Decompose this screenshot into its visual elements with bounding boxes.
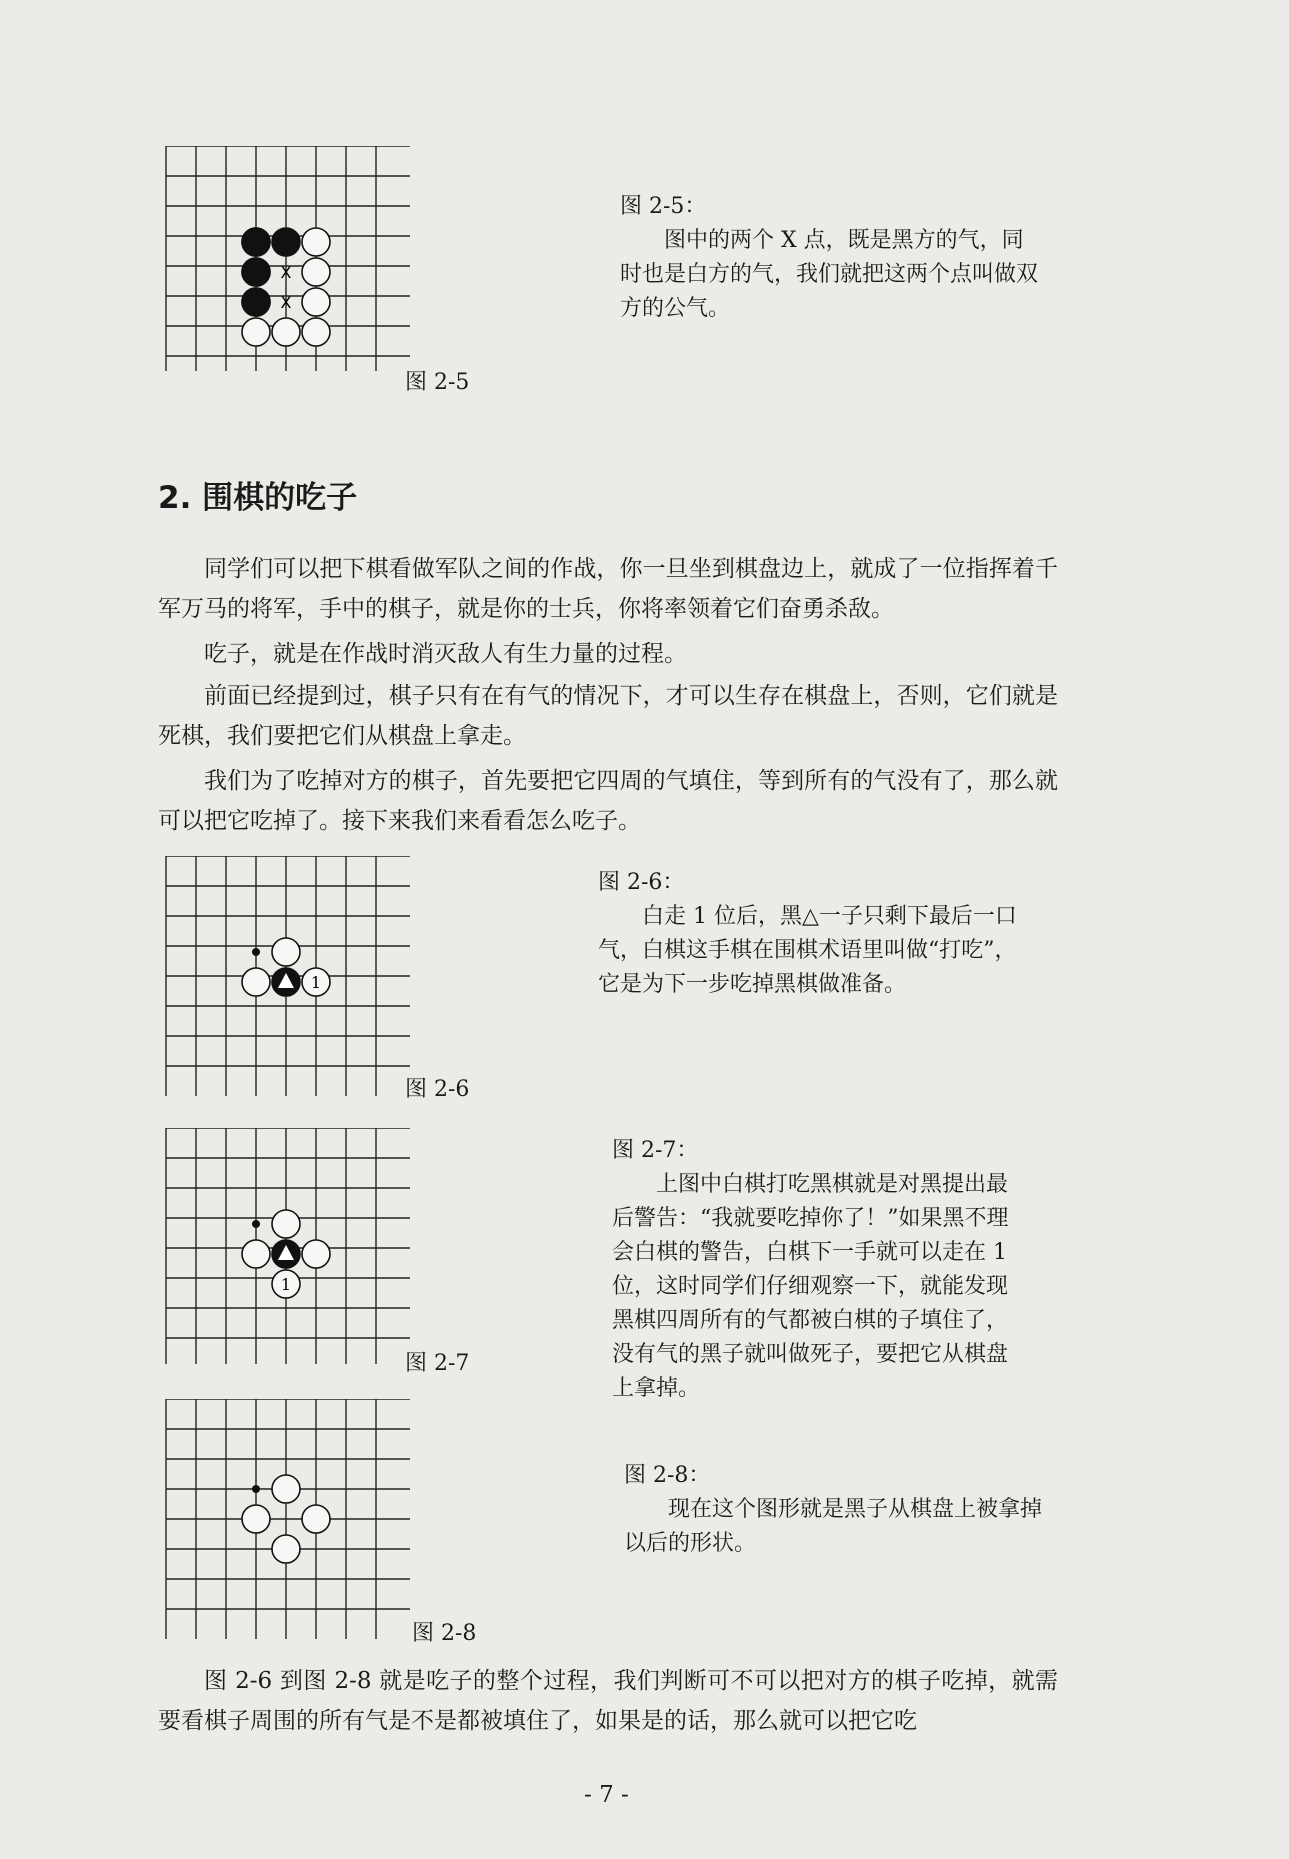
page-number: - 7 - [584,1782,629,1808]
section-title: 2. 围棋的吃子 [158,480,358,516]
figure-text: 白走 1 位后，黑△一子只剩下最后一口气，白棋这手棋在围棋术语里叫做“打吃”，它是为下一步吃掉黑棋做准备。 [598,904,1017,997]
black-stone [242,228,270,256]
white-stone [272,1475,300,1503]
paragraph: 同学们可以把下棋看做军队之间的作战，你一旦坐到棋盘边上，就成了一位指挥着千军万马的将军，手中的棋子，就是你的士兵，你将率领着它们奋勇杀敌。 [158,556,1058,622]
star-point [252,1485,260,1493]
fig-2-8-description [624,1459,1044,1561]
go-board-fig-2-7 [160,1128,410,1364]
white-stone [302,288,330,316]
paragraph: 吃子，就是在作战时消灭敌人有生力量的过程。 [204,641,687,667]
black-stone [242,288,270,316]
fig-2-5-description [620,190,1040,326]
liberty-mark-x: X [280,293,292,312]
white-stone [302,258,330,286]
white-stone [302,318,330,346]
paragraph: 前面已经提到过，棋子只有在有气的情况下，才可以生存在棋盘上，否则，它们就是死棋，我们要把它们从棋盘上拿走。 [158,683,1058,749]
star-point [252,948,260,956]
figure-title: 图 2-6： [598,870,685,895]
figure-text: 图中的两个 X 点，既是黑方的气，同时也是白方的气，我们就把这两个点叫做双方的公气。 [620,228,1039,321]
figure-title: 图 2-5： [620,194,707,219]
go-board-fig-2-5 [160,146,410,371]
figure-caption: 图 2-5 [405,370,470,395]
stone-number: 1 [310,973,322,992]
white-stone [242,1240,270,1268]
white-stone [242,968,270,996]
go-board-fig-2-8 [160,1399,410,1639]
fig-2-7-description [612,1134,1024,1406]
paragraph: 图 2-6 到图 2-8 就是吃子的整个过程，我们判断可不可以把对方的棋子吃掉，就需要看棋子周围的所有气是不是都被填住了，如果是的话，那么就可以把它吃 [158,1668,1058,1734]
paragraph: 我们为了吃掉对方的棋子，首先要把它四周的气填住，等到所有的气没有了，那么就可以把它吃掉了。接下来我们来看看怎么吃子。 [158,768,1058,834]
white-stone [272,1210,300,1238]
go-board-fig-2-6 [160,856,410,1096]
figure-caption: 图 2-6 [405,1077,470,1102]
white-stone [242,1505,270,1533]
black-stone [272,228,300,256]
white-stone [302,228,330,256]
star-point [252,1220,260,1228]
white-stone [302,1505,330,1533]
white-stone [242,318,270,346]
board-grid [166,1399,410,1639]
figure-caption: 图 2-7 [405,1351,470,1376]
white-stone [272,1535,300,1563]
white-stone [302,1240,330,1268]
black-stone [242,258,270,286]
fig-2-6-description [598,866,1018,1002]
figure-text: 现在这个图形就是黑子从棋盘上被拿掉以后的形状。 [624,1497,1043,1556]
figure-caption: 图 2-8 [412,1621,477,1646]
figure-title: 图 2-7： [612,1138,699,1163]
liberty-mark-x: X [280,263,292,282]
figure-title: 图 2-8： [624,1463,711,1488]
stone-number: 1 [280,1275,292,1294]
white-stone [272,938,300,966]
white-stone [272,318,300,346]
figure-text: 上图中白棋打吃黑棋就是对黑提出最后警告：“我就要吃掉你了！”如果黑不理会白棋的警告，白棋下一手就可以走在 1 位，这时同学们仔细观察一下，就能发现黑棋四周所有的气都被白棋的子填住了，没有气的黑子就叫做死子，要把它从棋盘上拿掉。 [612,1172,1009,1401]
